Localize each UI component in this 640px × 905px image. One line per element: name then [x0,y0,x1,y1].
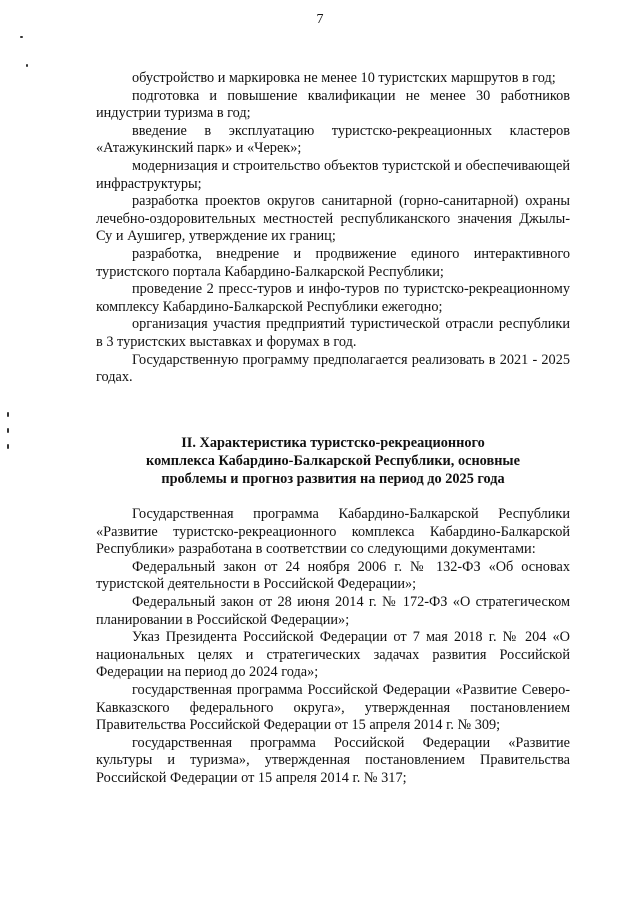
scan-mark [26,64,28,67]
list-item: Указ Президента Российской Федерации от 7 мая 2018 г. № 204 «О национальных целях и стратегических задачах развития Российской Федерации на период до 2024 года»; [96,629,570,681]
list-item: Государственная программа Кабардино-Балкарской Республики «Развитие туристско-рекреационного комплекса Кабардино-Балкарской Республики» разработана в соответствии со следующими документами: [96,506,570,558]
list-item: модернизация и строительство объектов туристской и обеспечивающей инфраструктуры; [96,157,570,192]
top-list [96,70,570,387]
list-item: Федеральный закон от 24 ноября 2006 г. № 132-ФЗ «Об основах туристской деятельности в Российской Федерации»; [96,558,570,593]
list-item: организация участия предприятий туристической отрасли республики в 3 туристских выставках и форумах в год. [96,316,570,350]
list-item: подготовка и повышение квалификации не менее 30 работников индустрии туризма в год; [96,87,570,122]
list-item: Государственную программу предполагается реализовать в 2021 - 2025 годах. [96,351,570,386]
scan-mark [20,36,23,38]
list-item: проведение 2 пресс-туров и инфо-туров по туристско-рекреационному комплексу Кабардино-Балкарской Республики ежегодно; [96,281,570,315]
list-item: государственная программа Российской Федерации «Развитие Северо-Кавказского федерального округа», утвержденная постановлением Правительства Российской Федерации от 15 апреля 2014 г. № 309; [96,681,570,734]
section-heading [96,434,570,488]
bottom-list [96,506,570,788]
list-item: Федеральный закон от 28 июня 2014 г. № 172-ФЗ «О стратегическом планировании в Российской Федерации»; [96,593,570,628]
list-item: разработка проектов округов санитарной (горно-санитарной) охраны лечебно-оздоровительных местностей республиканского значения Джылы-Су и Аушигер, утверждение их границ; [96,193,570,245]
heading-line: II. Характеристика туристско-рекреационного [181,435,485,451]
list-item: введение в эксплуатацию туристско-рекреационных кластеров «Атажукинский парк» и «Черек»; [96,122,570,157]
heading-line: проблемы и прогноз развития на период до 2025 года [161,471,505,487]
heading-line: комплекса Кабардино-Балкарской Республики, основные [146,453,520,469]
list-item: разработка, внедрение и продвижение единого интерактивного туристского портала Кабардино-Балкарской Республики; [96,245,570,280]
scan-mark [7,444,9,449]
list-item: обустройство и маркировка не менее 10 туристских маршрутов в год; [132,70,556,86]
list-item: государственная программа Российской Федерации «Развитие культуры и туризма», утвержденная постановлением Правительства Российской Федерации от 15 апреля 2014 г. № 317; [96,734,570,786]
scan-mark [7,428,9,433]
page-number: 7 [316,12,324,27]
scan-mark [7,412,9,417]
